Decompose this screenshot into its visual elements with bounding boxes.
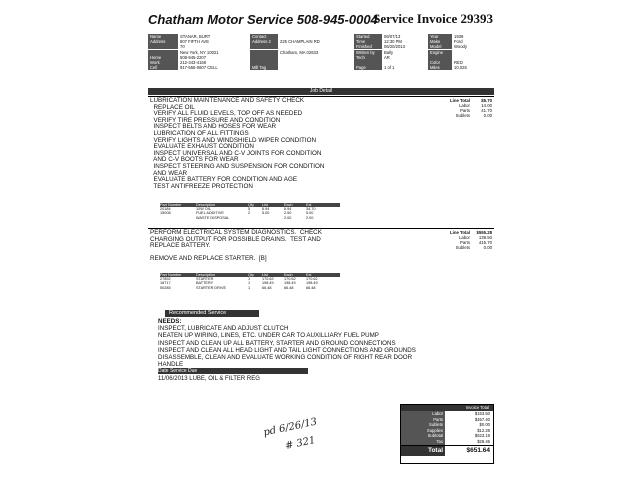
job-line: AND WEAR — [150, 169, 188, 177]
job-total-value: 0.00 — [483, 245, 492, 250]
info-value: 917-555-0607 CELL — [180, 65, 218, 71]
service-due-line: 11/06/2013 LUBE, OIL & FILTER REG — [158, 376, 260, 382]
service-invoice — [145, 10, 495, 468]
total-value: $153.50 — [474, 411, 490, 416]
info-value: 1 of 1 — [384, 65, 395, 71]
job-total-label: Sublets — [455, 113, 470, 118]
invoice-totals-header: Invoice Total — [401, 405, 493, 411]
job-line: VERIFY LIGHTS AND WINDSHIELD WIPER CONDITION — [150, 136, 317, 144]
parts-cell: STARTER DRIVE — [196, 285, 227, 290]
info-value — [280, 65, 350, 70]
job-line: INSPECT UNIVERSAL AND C-V JOINTS FOR CONDITION — [150, 149, 322, 157]
job-total-label: Parts — [459, 108, 470, 113]
job-line: EVALUATE BATTERY FOR CONDITION AND AGE — [150, 176, 298, 184]
info-label: Finished — [354, 44, 382, 49]
info-value: 06/07/13 — [384, 34, 401, 39]
recommended-line: INSPECT AND CLEAN UP ALL BATTERY, STARTER AND GROUND CONNECTIONS — [158, 339, 396, 347]
info-value: Bally — [384, 49, 394, 55]
job-total-value: 0.00 — [483, 113, 492, 118]
parts-cell: 2.50 — [284, 211, 292, 216]
info-label: Cell — [148, 65, 178, 70]
recommended-line: INSPECT, LUBRICATE AND ADJUST CLUTCH — [158, 325, 289, 333]
grand-total-label: Total — [401, 446, 445, 456]
parts-header-cell: Description — [196, 273, 215, 277]
job-line: PERFORM ELECTRICAL SYSTEM DIAGNOSTICS. CHECK — [150, 229, 322, 236]
info-label: Written by — [354, 50, 382, 55]
parts-cell: 50285 — [160, 285, 171, 290]
job-1-totals — [450, 98, 492, 118]
job-total-row — [450, 113, 492, 118]
job-line: TEST ANTIFREEZE PROTECTION — [150, 182, 253, 190]
parts-cell — [262, 216, 284, 220]
parts-header-cell: Qty — [248, 203, 254, 207]
info-value: AR — [384, 54, 390, 60]
parts-header-cell: List — [262, 203, 268, 207]
recommended-line: NEATEN UP WIRING, LINES, ETC. UNDER CAR TO AUXILLIARY FUEL PUMP — [158, 332, 379, 340]
job-total-label: Parts — [459, 240, 470, 245]
grand-total-value: $651.64 — [466, 446, 490, 454]
job-1-description — [150, 98, 324, 190]
total-label: Labor — [401, 411, 445, 417]
job-total-label: Line Total — [450, 98, 470, 103]
recommended-line: INSPECT AND CLEAN ALL HEAD LIGHT AND TAIL LIGHT CONNECTIONS AND GROUNDS — [158, 346, 416, 354]
grand-total-row — [401, 445, 493, 456]
job-detail-bar: Job Detail — [148, 88, 494, 95]
parts-cell: 1 — [248, 281, 251, 286]
info-value: Woody — [454, 44, 467, 50]
info-label: Color — [428, 60, 452, 65]
parts-cell: 20184 — [160, 207, 171, 212]
job-total-label: Sublets — [455, 245, 470, 250]
info-label: Mill Tag — [250, 65, 278, 70]
job-line: REPLACE BATTERY. — [150, 242, 211, 250]
info-label: Name — [148, 34, 178, 39]
parts-row — [160, 286, 340, 290]
job-line: INSPECT STEERING AND SUSPENSION FOR CONDITION — [150, 162, 325, 170]
parts-cell: 10W OIL — [196, 207, 211, 212]
job-total-label: Line Total — [450, 230, 470, 235]
job-total-value: 41.70 — [481, 108, 492, 113]
info-value: 1939 — [454, 34, 464, 39]
parts-cell: 2.00 — [284, 215, 292, 220]
parts-cell: 198.49 — [262, 281, 274, 286]
info-value: 807 FIFTH AVE — [180, 39, 210, 45]
info-value: 06/20/2013 — [384, 44, 405, 50]
invoice-header — [145, 10, 495, 28]
shop-name: Chatham Motor Service 508-945-0004 — [148, 12, 378, 27]
parts-cell: 6.94 — [284, 207, 292, 212]
job-line: CHARGING OUTPUT FOR POSSIBLE DRAINS. TEST AND — [150, 235, 321, 243]
parts-cell: 34.70 — [306, 207, 316, 212]
total-value: $457.40 — [474, 416, 490, 422]
total-value: $12.28 — [477, 427, 490, 433]
info-label: Year — [428, 34, 452, 39]
parts-cell: 1 — [248, 285, 251, 290]
parts-header-cell: Part Number — [160, 203, 182, 207]
parts-cell: 15008 — [160, 211, 171, 216]
job-total-value: $555.28 — [476, 230, 492, 235]
job-2-description — [150, 230, 322, 263]
total-value: $623.18 — [474, 433, 490, 439]
service-due-header: Date Service Due — [158, 368, 308, 374]
info-value: Chatham, MA 02633 — [280, 49, 319, 55]
parts-header-cell: Ext — [306, 273, 312, 277]
info-value: 225 CHAMPLAIN RD — [280, 39, 320, 45]
parts-cell: 5.00 — [262, 211, 270, 216]
info-label: Model — [428, 44, 452, 49]
job-total-value: 14.00 — [481, 103, 492, 108]
recommended-line: DISASSEMBLE, CLEAN AND EVALUATE WORKING CONDITION OF RIGHT REAR DOOR — [158, 353, 413, 361]
parts-header-cell: List — [262, 273, 268, 277]
parts-cell: 66.48 — [262, 285, 272, 290]
info-value: Ford — [454, 39, 463, 45]
job-total-value: 139.50 — [478, 235, 492, 240]
job-total-label: Labor — [459, 103, 470, 108]
info-label: Page — [354, 65, 382, 70]
parts-row — [160, 216, 340, 220]
parts-cell: FUEL ADDITIVE — [196, 211, 224, 216]
parts-cell: 18717 — [160, 281, 171, 286]
info-value: 12:30 PM — [384, 39, 402, 45]
parts-cell: 27892 — [160, 277, 171, 282]
parts-cell: 5.00 — [306, 211, 314, 216]
job-total-row — [450, 245, 492, 250]
parts-header-cell: Each — [284, 203, 293, 207]
job-total-value: $5.70 — [481, 98, 492, 103]
recommended-service-bar: Recommended Service — [165, 310, 259, 317]
job-line: INSPECT BELTS AND HOSES FOR WEAR — [150, 123, 277, 131]
job-total-label: Labor — [459, 235, 470, 240]
info-label: Started — [354, 34, 382, 39]
info-label: Contact — [250, 34, 278, 39]
info-value: 70 — [180, 44, 185, 50]
parts-cell: 6.94 — [262, 207, 270, 212]
parts-cell: 2 — [248, 211, 251, 216]
parts-cell: 170.62 — [284, 277, 296, 282]
job-line: LUBRICATION MAINTENANCE AND SAFETY CHECK — [150, 97, 305, 104]
parts-header-cell: Each — [284, 273, 293, 277]
total-label: Parts — [401, 417, 445, 423]
parts-cell: 66.48 — [306, 285, 316, 290]
job-1-section — [148, 96, 494, 227]
invoice-totals-box — [400, 404, 494, 464]
customer-vehicle-info — [148, 34, 494, 86]
job-line: REPLACE OIL — [150, 103, 195, 111]
info-label: Make — [428, 39, 452, 44]
job-line: REMOVE AND REPLACE STARTER. [B] — [150, 255, 267, 263]
recommended-line: HANDLE — [158, 361, 184, 369]
info-label: Address — [148, 39, 178, 44]
parts-cell — [248, 216, 262, 220]
info-value: 212-343-4158 — [180, 59, 207, 65]
recommended-list — [158, 318, 416, 368]
parts-cell: 5 — [248, 207, 251, 212]
job-line: AND C-V BOOTS FOR WEAR — [150, 156, 239, 164]
total-label: Subtotal — [401, 433, 445, 439]
parts-cell: 198.49 — [284, 281, 296, 286]
parts-header-cell: Description — [196, 203, 215, 207]
info-label: Miles — [428, 65, 452, 70]
total-label: Sublets — [401, 422, 445, 428]
parts-cell: 1 — [248, 277, 251, 282]
info-value: 10,026 — [454, 65, 467, 71]
info-label: Work — [148, 60, 178, 65]
total-label: Tax — [401, 439, 445, 445]
parts-header-cell: Part Number — [160, 273, 182, 277]
info-label: Address 2 — [250, 39, 278, 44]
job-2-section — [148, 228, 494, 309]
parts-cell: 170.62 — [262, 277, 274, 282]
info-value: RED — [454, 59, 463, 65]
info-label: Time — [354, 39, 382, 44]
handwritten-paid-note: pd 6/26/13 — [262, 416, 319, 439]
parts-header-cell: Qty — [248, 273, 254, 277]
info-label: Home — [148, 55, 178, 60]
parts-cell: 2.00 — [306, 215, 314, 220]
parts-cell: 66.48 — [284, 285, 294, 290]
job-2-parts-table — [160, 273, 340, 290]
parts-cell: 170.62 — [306, 277, 318, 282]
parts-cell: STARTER — [196, 277, 214, 282]
job-line: EVALUATE EXHAUST CONDITION — [150, 143, 254, 151]
invoice-number: Service Invoice 29393 — [373, 11, 493, 26]
parts-cell — [160, 216, 196, 220]
info-label: Tech — [354, 55, 382, 60]
job-line: VERIFY TIRE PRESSURE AND CONDITION — [150, 116, 281, 124]
parts-cell: WASTE DISPOSAL — [196, 215, 230, 220]
total-value: $0.00 — [479, 422, 490, 428]
total-label: Supplies — [401, 428, 445, 434]
parts-cell: BATTERY — [196, 281, 214, 286]
parts-cell: 198.49 — [306, 281, 318, 286]
parts-header-cell: Ext — [306, 203, 312, 207]
info-label: Engine — [428, 50, 452, 55]
handwritten-number: # 321 — [284, 434, 317, 453]
job-total-value: 415.70 — [478, 240, 492, 245]
job-2-totals — [450, 230, 492, 250]
recommended-line: NEEDS: — [158, 318, 182, 325]
info-value: STANAR, BURT — [180, 34, 211, 39]
info-value: 508-945-2207 — [180, 54, 207, 60]
total-value: $28.46 — [477, 438, 490, 444]
job-line: VERIFY ALL FLUID LEVELS, TOP OFF AS NEEDED — [150, 110, 303, 118]
info-value: New York, NY 10021 — [180, 49, 219, 55]
job-1-parts-table — [160, 203, 340, 220]
job-line: LUBRICATION OF ALL FITTINGS — [150, 129, 249, 137]
